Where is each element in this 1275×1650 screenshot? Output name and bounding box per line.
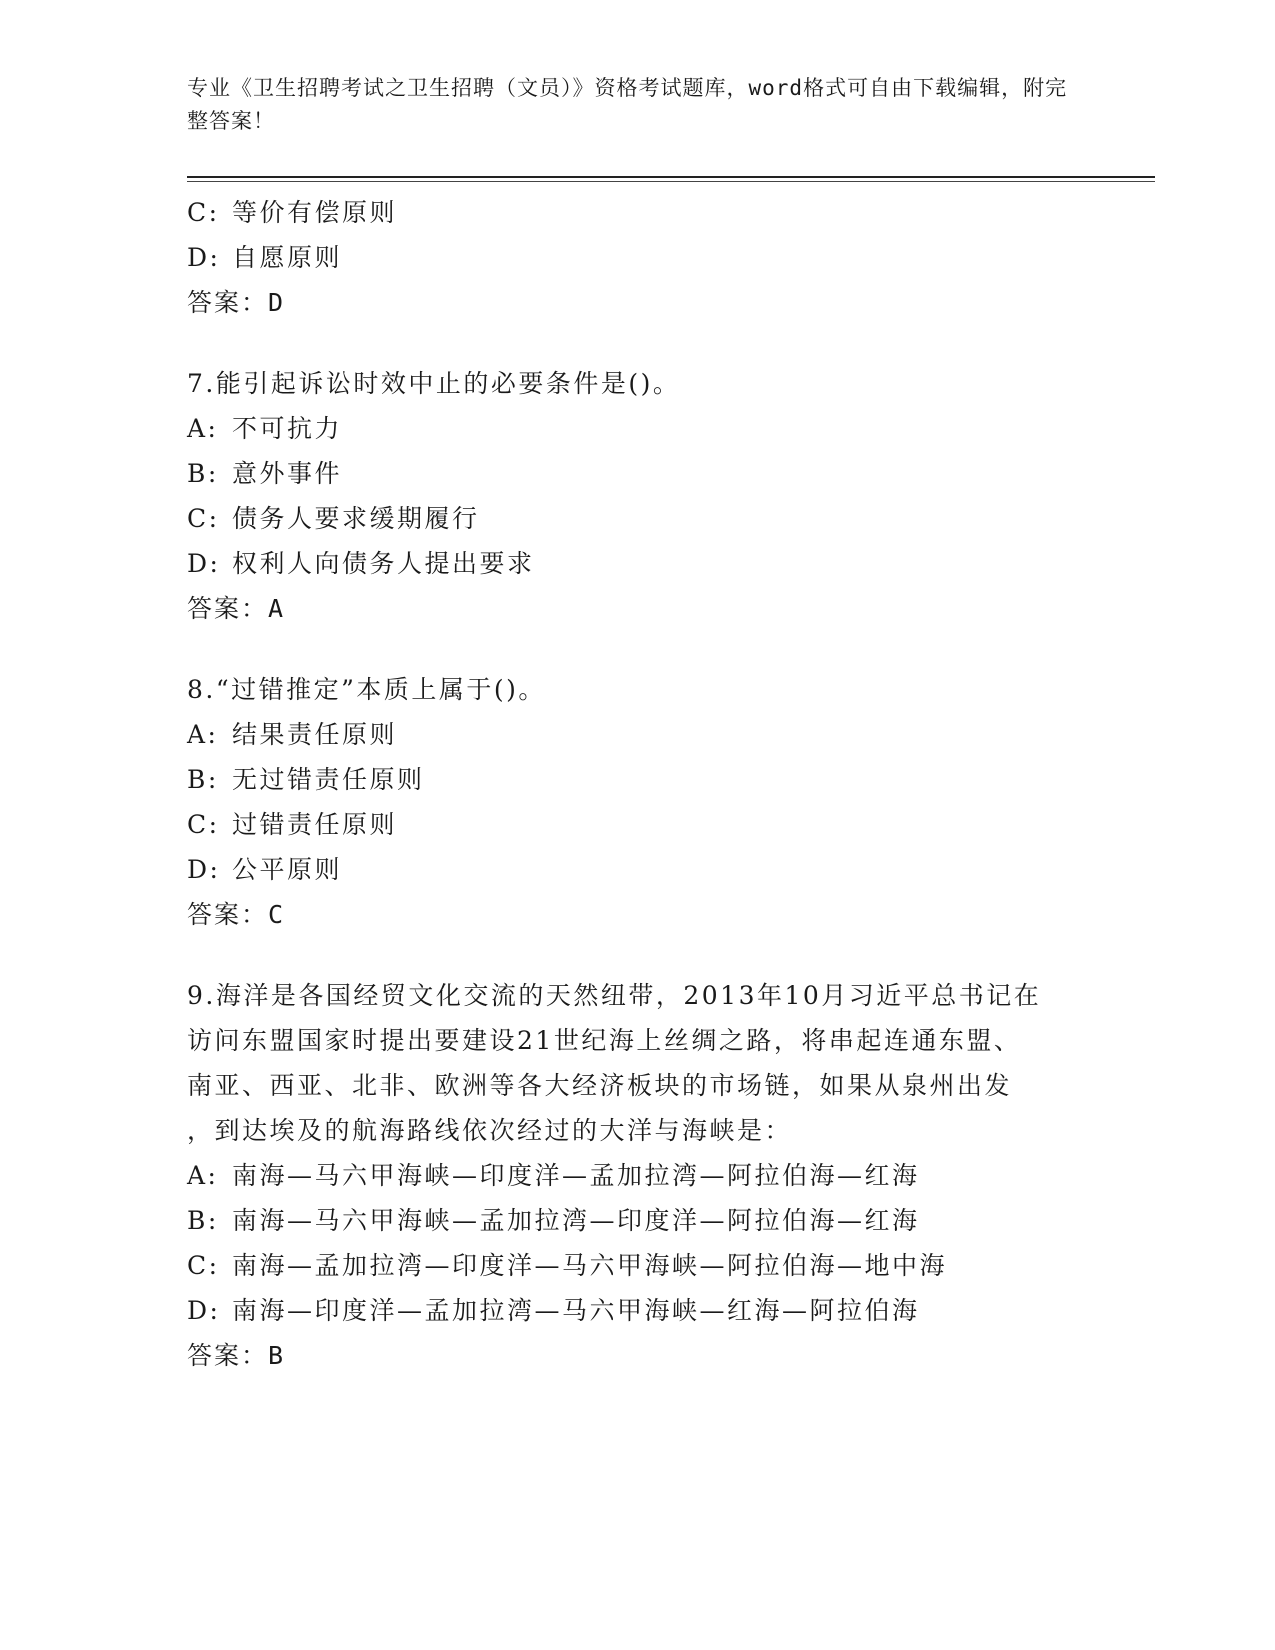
option-d bbox=[187, 1288, 1107, 1333]
answer-line bbox=[187, 1333, 1107, 1378]
option-letter: A: bbox=[187, 1161, 219, 1190]
option-b bbox=[187, 1198, 1107, 1243]
option-d bbox=[187, 847, 1107, 892]
question-content bbox=[187, 190, 1107, 1378]
question-stem: 8.“过错推定”本质上属于()。 bbox=[187, 675, 546, 704]
option-letter: B: bbox=[187, 765, 219, 794]
header-rule-thick bbox=[187, 176, 1155, 178]
option-a bbox=[187, 406, 1107, 451]
option-text: 无过错责任原则 bbox=[232, 765, 425, 794]
option-d bbox=[187, 235, 1107, 280]
option-letter: A: bbox=[187, 414, 219, 443]
option-letter: A: bbox=[187, 720, 219, 749]
answer-line bbox=[187, 586, 1107, 631]
answer-label: 答案： bbox=[187, 288, 269, 317]
answer-label: 答案： bbox=[187, 900, 269, 929]
answer-label: 答案： bbox=[187, 1341, 269, 1370]
question-8 bbox=[187, 667, 1107, 937]
answer-line bbox=[187, 892, 1107, 937]
option-letter: C: bbox=[187, 1251, 220, 1280]
question-stem-line: 9.海洋是各国经贸文化交流的天然纽带，2013年10月习近平总书记在 bbox=[187, 981, 1042, 1010]
answer-value: D bbox=[268, 288, 286, 317]
option-c bbox=[187, 802, 1107, 847]
option-text: 债务人要求缓期履行 bbox=[232, 504, 480, 533]
answer-value: C bbox=[268, 900, 286, 929]
option-text: 南海—马六甲海峡—孟加拉湾—印度洋—阿拉伯海—红海 bbox=[232, 1206, 920, 1235]
question-9 bbox=[187, 973, 1107, 1378]
option-text: 过错责任原则 bbox=[232, 810, 398, 839]
option-letter: B: bbox=[187, 1206, 219, 1235]
question-stem-line: ，到达埃及的航海路线依次经过的大洋与海峡是： bbox=[187, 1116, 793, 1145]
option-c bbox=[187, 1243, 1107, 1288]
option-text: 公平原则 bbox=[232, 855, 343, 884]
question-7 bbox=[187, 361, 1107, 631]
option-c bbox=[187, 190, 1107, 235]
option-d bbox=[187, 541, 1107, 586]
option-text: 南海—印度洋—孟加拉湾—马六甲海峡—红海—阿拉伯海 bbox=[232, 1296, 920, 1325]
answer-label: 答案： bbox=[187, 594, 269, 623]
answer-value: A bbox=[268, 594, 286, 623]
option-letter: D: bbox=[187, 1296, 221, 1325]
option-b bbox=[187, 757, 1107, 802]
option-text: 权利人向债务人提出要求 bbox=[232, 549, 535, 578]
question-stem-line: 南亚、西亚、北非、欧洲等各大经济板块的市场链，如果从泉州出发 bbox=[187, 1071, 1013, 1100]
answer-value: B bbox=[268, 1341, 286, 1370]
option-text: 南海—孟加拉湾—印度洋—马六甲海峡—阿拉伯海—地中海 bbox=[232, 1251, 948, 1280]
question-stem-line: 访问东盟国家时提出要建设21世纪海上丝绸之路，将串起连通东盟、 bbox=[187, 1026, 1022, 1055]
option-text: 自愿原则 bbox=[232, 243, 343, 272]
option-text: 等价有偿原则 bbox=[232, 198, 398, 227]
option-text: 南海—马六甲海峡—印度洋—孟加拉湾—阿拉伯海—红海 bbox=[232, 1161, 920, 1190]
option-text: 不可抗力 bbox=[232, 414, 343, 443]
option-b bbox=[187, 451, 1107, 496]
option-letter: D: bbox=[187, 243, 221, 272]
option-text: 结果责任原则 bbox=[232, 720, 398, 749]
document-header: 专业《卫生招聘考试之卫生招聘（文员）》资格考试题库，word格式可自由下载编辑，附完整答案！ bbox=[187, 76, 1068, 133]
option-letter: D: bbox=[187, 855, 221, 884]
question-stem: 7.能引起诉讼时效中止的必要条件是()。 bbox=[187, 369, 681, 398]
option-text: 意外事件 bbox=[232, 459, 343, 488]
prev-question-block bbox=[187, 190, 1107, 325]
option-letter: D: bbox=[187, 549, 221, 578]
option-letter: B: bbox=[187, 459, 219, 488]
option-a bbox=[187, 712, 1107, 757]
option-c bbox=[187, 496, 1107, 541]
option-letter: C: bbox=[187, 810, 220, 839]
option-a bbox=[187, 1153, 1107, 1198]
answer-line bbox=[187, 280, 1107, 325]
option-letter: C: bbox=[187, 198, 220, 227]
header-rule-thin bbox=[187, 181, 1155, 182]
option-letter: C: bbox=[187, 504, 220, 533]
